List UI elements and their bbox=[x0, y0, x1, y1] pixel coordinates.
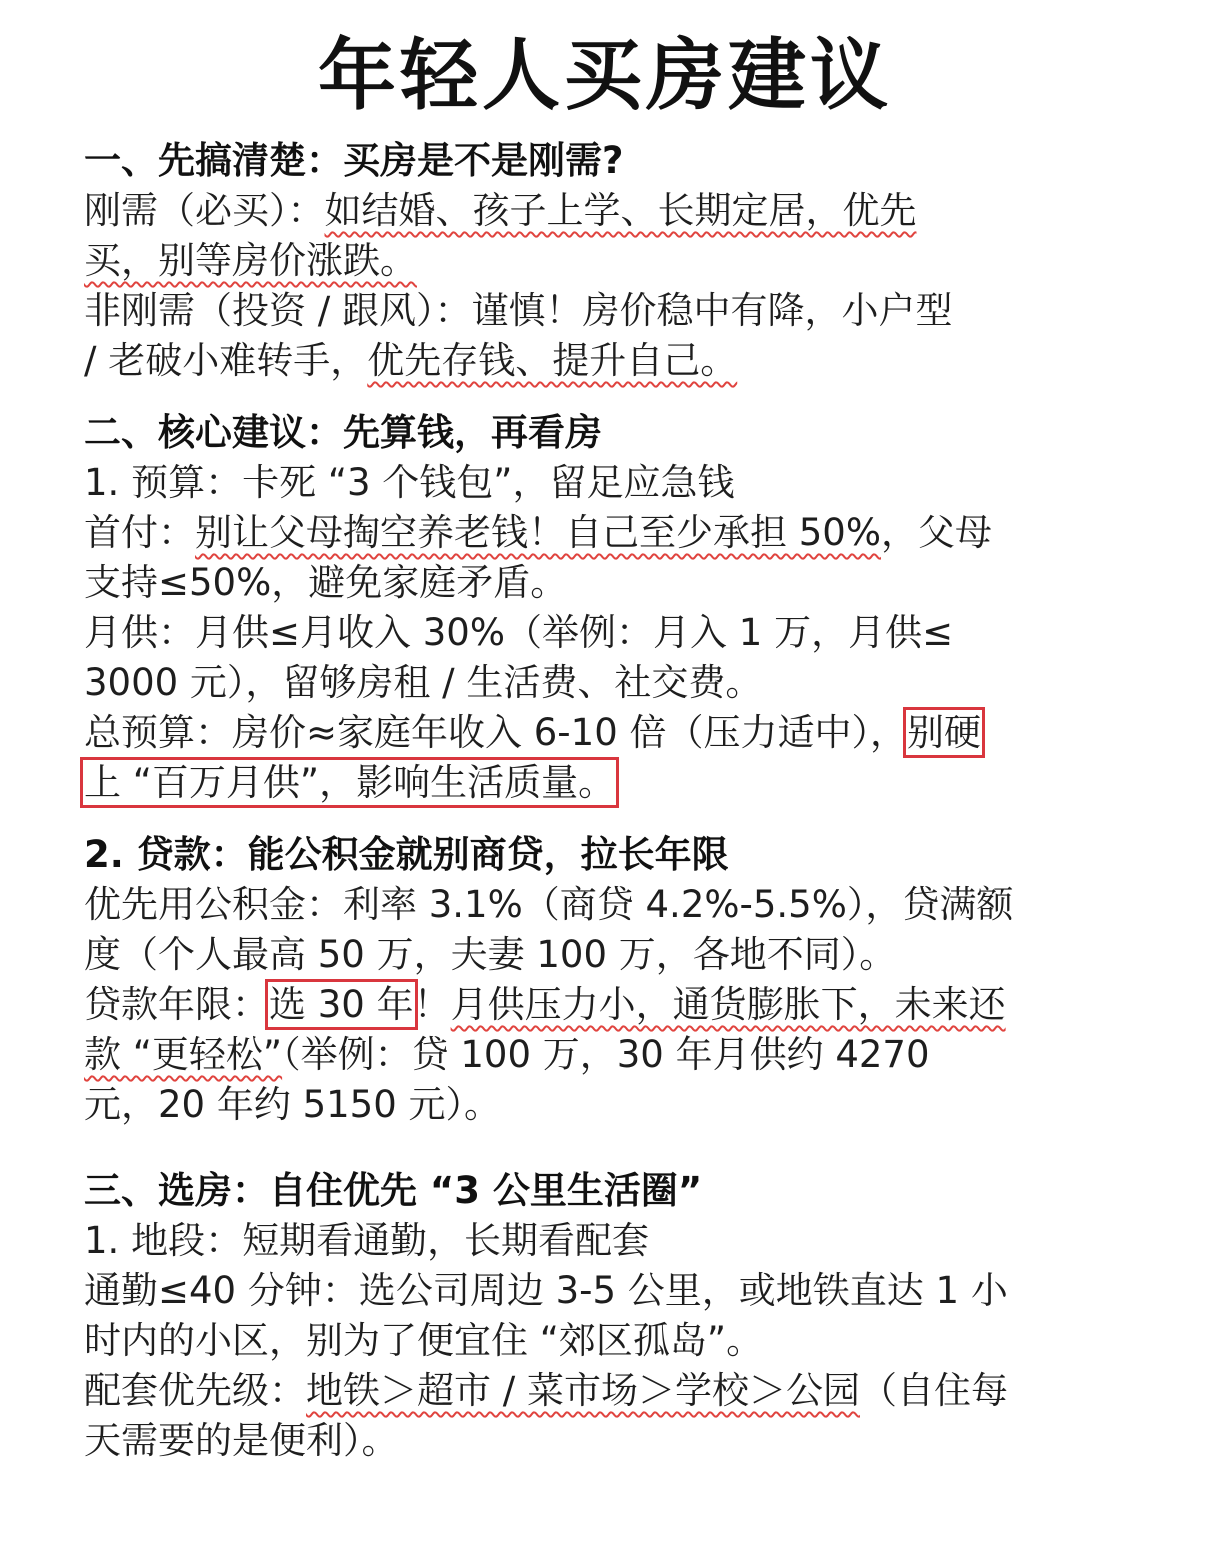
text-line: 3000 元），留够房租 / 生活费、社交费。 bbox=[84, 661, 763, 704]
section-location bbox=[84, 1166, 1126, 1466]
text-segment: 配套优先级： bbox=[84, 1369, 306, 1412]
highlighted-text: 优先存钱、提升自己。 bbox=[367, 339, 738, 382]
text-line bbox=[84, 1366, 1126, 1416]
text-line bbox=[84, 508, 1126, 558]
text-segment: 贷款年限： bbox=[84, 983, 269, 1026]
text-line: 时内的小区，别为了便宜住 “郊区孤岛”。 bbox=[84, 1319, 764, 1362]
section-heading: 2. 贷款：能公积金就别商贷，拉长年限 bbox=[84, 833, 729, 876]
section-heading: 一、先搞清楚：买房是不是刚需? bbox=[84, 139, 624, 182]
highlighted-text: 如结婚、孩子上学、长期定居，优先 bbox=[324, 189, 917, 232]
text-line: 月供：月供≤月收入 30%（举例：月入 1 万，月供≤ bbox=[84, 611, 954, 654]
text-line: 非刚需（投资 / 跟风）：谨慎！房价稳中有降，小户型 bbox=[84, 289, 953, 332]
text-line: 元，20 年约 5150 元）。 bbox=[84, 1083, 502, 1126]
highlighted-text: 款 “更轻松” bbox=[84, 1033, 283, 1076]
highlighted-text: 地铁＞超市 / 菜市场＞学校＞公园 bbox=[306, 1369, 860, 1412]
text-line bbox=[84, 336, 1126, 386]
text-segment: （自住每 bbox=[860, 1369, 1008, 1412]
text-line bbox=[84, 758, 1126, 808]
subheading: 1. 预算：卡死 “3 个钱包”，留足应急钱 bbox=[84, 461, 735, 504]
text-segment: ！ bbox=[413, 983, 451, 1026]
boxed-highlight: 别硬 bbox=[907, 711, 981, 754]
highlighted-text: 别让父母掏空养老钱！自己至少承担 50% bbox=[195, 511, 881, 554]
text-line bbox=[84, 186, 1126, 236]
section-heading: 三、选房：自住优先 “3 公里生活圈” bbox=[84, 1169, 703, 1212]
text-line: 通勤≤40 分钟：选公司周边 3-5 公里，或地铁直达 1 小 bbox=[84, 1269, 1008, 1312]
text-segment: 首付： bbox=[84, 511, 195, 554]
text-line: 天需要的是便利）。 bbox=[84, 1419, 399, 1462]
text-segment: 刚需（必买）： bbox=[84, 189, 325, 232]
text-line bbox=[84, 236, 1126, 286]
page-title: 年轻人买房建议 bbox=[317, 31, 892, 121]
text-segment: 总预算：房价≈家庭年收入 6-10 倍（压力适中）， bbox=[84, 711, 907, 754]
subheading: 1. 地段：短期看通勤，长期看配套 bbox=[84, 1219, 650, 1262]
text-line bbox=[84, 980, 1126, 1030]
text-line: 度（个人最高 50 万，夫妻 100 万，各地不同）。 bbox=[84, 933, 897, 976]
highlighted-text: 买，别等房价涨跌。 bbox=[84, 239, 417, 282]
text-segment: （举例：贷 100 万，30 年月供约 4270 bbox=[282, 1033, 930, 1076]
text-line bbox=[84, 1030, 1126, 1080]
text-segment: ，父母 bbox=[881, 511, 992, 554]
text-segment: / 老破小难转手， bbox=[84, 339, 368, 382]
text-line bbox=[84, 708, 1126, 758]
section-heading: 二、核心建议：先算钱，再看房 bbox=[84, 411, 602, 454]
highlighted-text: 月供压力小，通货膨胀下，未来还 bbox=[450, 983, 1006, 1026]
section-rigid-demand bbox=[84, 136, 1126, 386]
text-line: 支持≤50%，避免家庭矛盾。 bbox=[84, 561, 568, 604]
section-loan bbox=[84, 830, 1126, 1130]
section-budget bbox=[84, 408, 1126, 808]
text-line: 优先用公积金：利率 3.1%（商贷 4.2%-5.5%），贷满额 bbox=[84, 883, 1014, 926]
boxed-highlight: 选 30 年 bbox=[269, 983, 414, 1026]
boxed-highlight: 上 “百万月供”，影响生活质量。 bbox=[84, 761, 616, 804]
